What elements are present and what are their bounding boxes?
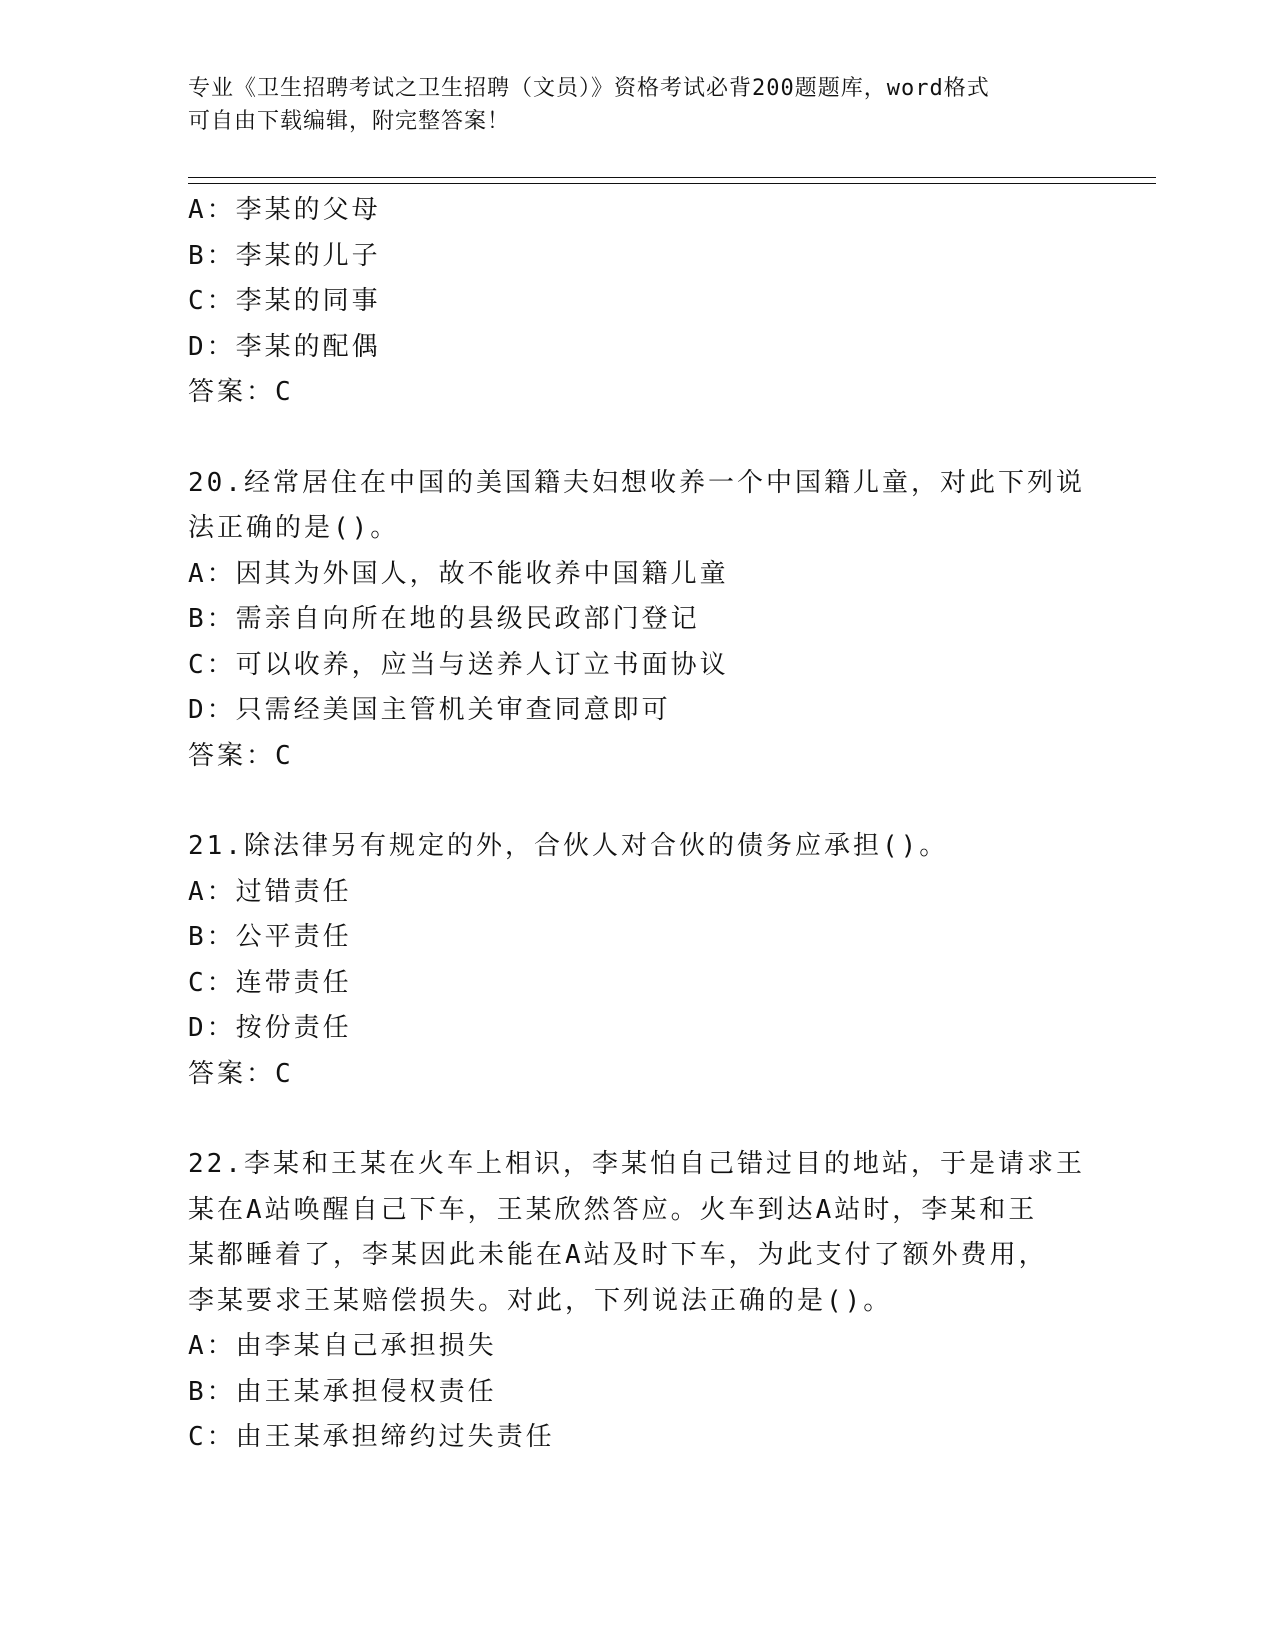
question-stem-line: 22.李某和王某在火车上相识，李某怕自己错过目的地站，于是请求王 bbox=[188, 1149, 1085, 1179]
answer: 答案：C bbox=[188, 377, 294, 407]
option-a: A：李某的父母 bbox=[188, 195, 381, 225]
option-a: A：过错责任 bbox=[188, 876, 352, 907]
question-stem-line: 20.经常居住在中国的美国籍夫妇想收养一个中国籍儿童，对此下列说 bbox=[188, 467, 1085, 498]
option-b: B：需亲自向所在地的县级民政部门登记 bbox=[188, 604, 700, 634]
question-21 bbox=[188, 824, 1088, 1097]
option-c: C：连带责任 bbox=[188, 967, 352, 998]
question-stem-line: 法正确的是()。 bbox=[188, 513, 400, 543]
option-d: D：只需经美国主管机关审查同意即可 bbox=[188, 695, 671, 725]
option-b: B：公平责任 bbox=[188, 922, 352, 952]
question-stem-line: 21.除法律另有规定的外，合伙人对合伙的债务应承担()。 bbox=[188, 831, 949, 861]
option-b: B：李某的儿子 bbox=[188, 240, 381, 271]
spacer bbox=[188, 779, 1088, 824]
answer: 答案：C bbox=[188, 1058, 294, 1089]
option-c: C：李某的同事 bbox=[188, 286, 381, 316]
question-stem-line: 李某要求王某赔偿损失。对此，下列说法正确的是()。 bbox=[188, 1285, 893, 1316]
option-b: B：由王某承担侵权责任 bbox=[188, 1376, 497, 1407]
question-22 bbox=[188, 1142, 1088, 1461]
header-line-1: 专业《卫生招聘考试之卫生招聘（文员）》资格考试必背200题题库，word格式 bbox=[188, 76, 990, 101]
option-a: A：由李某自己承担损失 bbox=[188, 1331, 497, 1361]
question-list bbox=[188, 188, 1088, 1461]
spacer bbox=[188, 416, 1088, 461]
question-stem-line: 某都睡着了，李某因此未能在A站及时下车，为此支付了额外费用， bbox=[188, 1240, 1048, 1270]
question-stem-line: 某在A站唤醒自己下车，王某欣然答应。火车到达A站时，李某和王 bbox=[188, 1194, 1038, 1225]
spacer bbox=[188, 1097, 1088, 1142]
option-d: D：按份责任 bbox=[188, 1013, 352, 1043]
header-divider-top bbox=[188, 177, 1156, 178]
option-d: D：李某的配偶 bbox=[188, 331, 381, 362]
question-19 bbox=[188, 188, 1088, 416]
option-a: A：因其为外国人，故不能收养中国籍儿童 bbox=[188, 558, 729, 589]
option-c: C：由王某承担缔约过失责任 bbox=[188, 1422, 555, 1452]
header-line-2: 可自由下载编辑，附完整答案！ bbox=[188, 109, 511, 134]
question-20 bbox=[188, 461, 1088, 780]
answer: 答案：C bbox=[188, 740, 294, 771]
document-header bbox=[188, 72, 1088, 138]
header-divider-bottom bbox=[188, 183, 1156, 184]
option-c: C：可以收养，应当与送养人订立书面协议 bbox=[188, 649, 729, 680]
